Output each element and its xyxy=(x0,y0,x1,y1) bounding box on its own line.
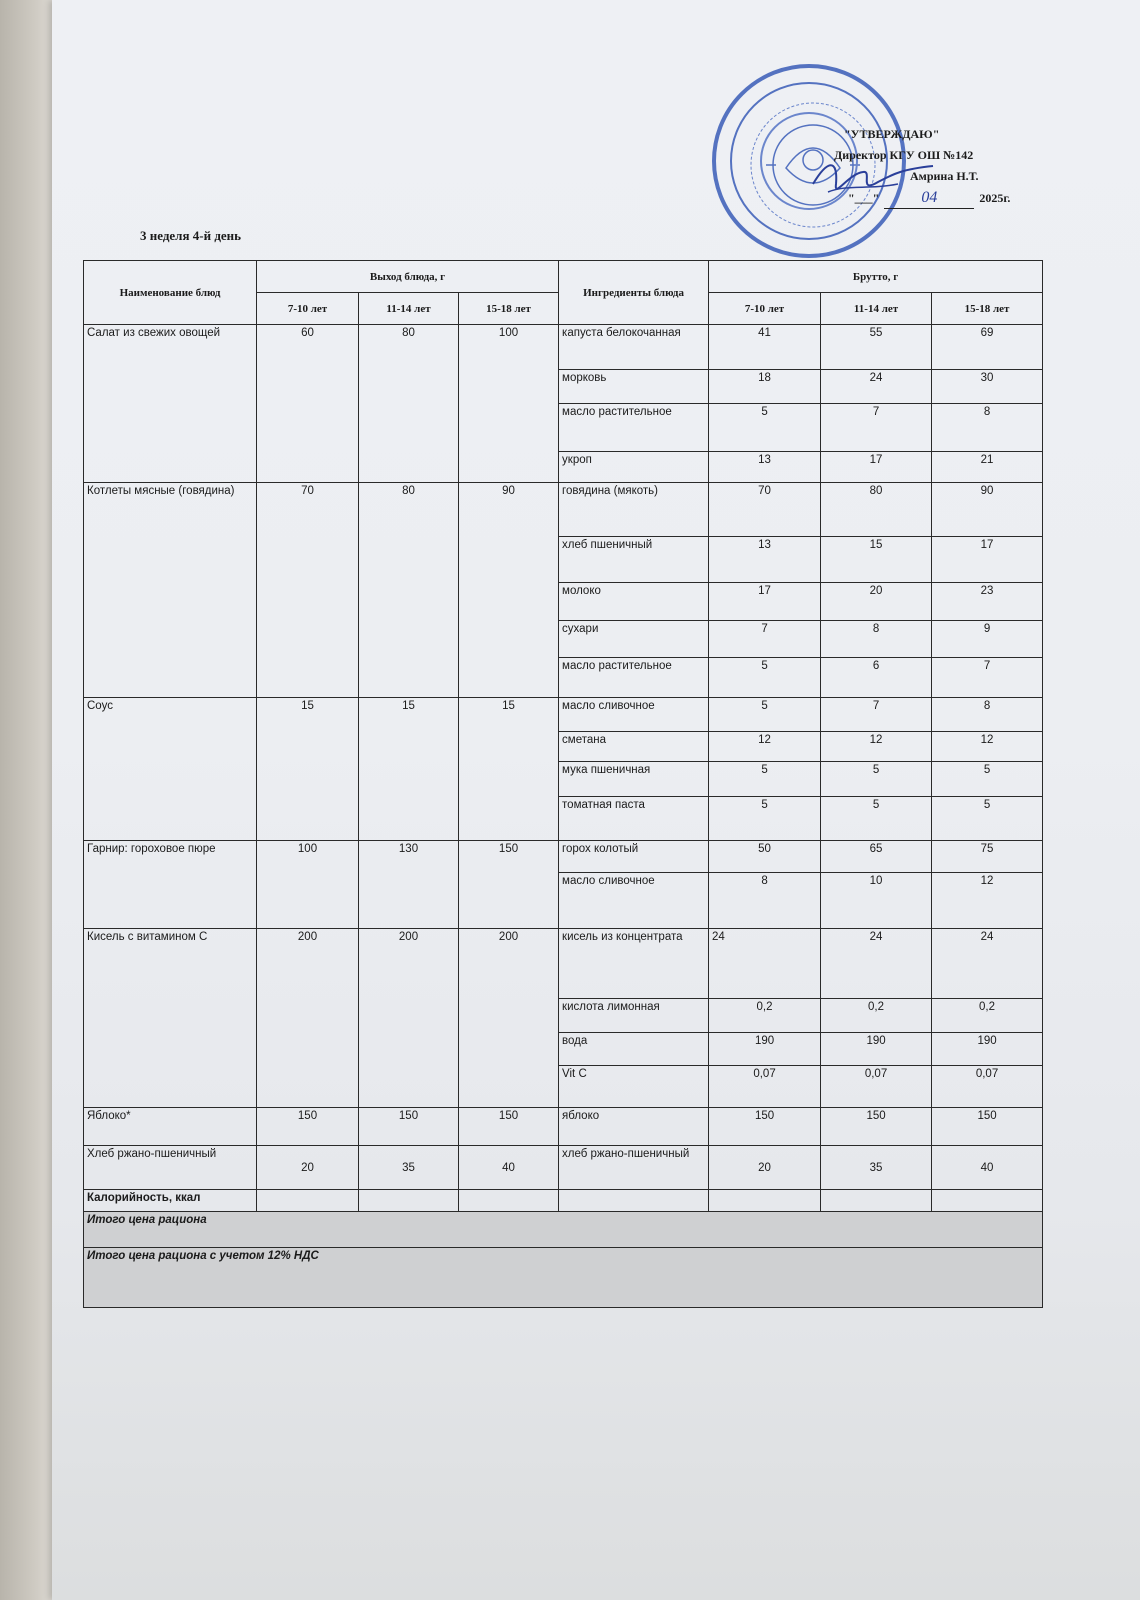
gross-value: 0,2 xyxy=(932,999,1043,1033)
dish-name: Соус xyxy=(84,698,257,841)
ingredient-name: укроп xyxy=(559,452,709,483)
ingredient-name: вода xyxy=(559,1033,709,1066)
table-row xyxy=(84,698,1043,732)
dish-output: 15 xyxy=(359,698,459,841)
dish-output: 130 xyxy=(359,841,459,929)
dish-output: 150 xyxy=(257,1108,359,1146)
approval-position: Директор КГУ ОШ №142 xyxy=(834,148,974,162)
gross-value: 5 xyxy=(709,762,821,797)
header-gross-age-11-14: 11-14 лет xyxy=(821,293,932,325)
table-row xyxy=(84,929,1043,999)
ingredient-name: сметана xyxy=(559,732,709,762)
table-row xyxy=(84,1108,1043,1146)
gross-value: 150 xyxy=(932,1108,1043,1146)
dish-output: 60 xyxy=(257,325,359,483)
gross-value: 5 xyxy=(821,797,932,841)
dish-name: Гарнир: гороховое пюре xyxy=(84,841,257,929)
dish-output: 200 xyxy=(257,929,359,1108)
gross-value: 24 xyxy=(821,929,932,999)
ingredient-name: масло растительное xyxy=(559,404,709,452)
empty-cell xyxy=(257,1190,359,1212)
ingredient-name: хлеб пшеничный xyxy=(559,537,709,583)
dish-output: 90 xyxy=(459,483,559,698)
ingredient-name: горох колотый xyxy=(559,841,709,873)
gross-value: 5 xyxy=(709,404,821,452)
gross-value: 8 xyxy=(932,404,1043,452)
dish-output: 100 xyxy=(459,325,559,483)
gross-value: 24 xyxy=(932,929,1043,999)
calories-label: Калорийность, ккал xyxy=(84,1190,257,1212)
gross-value: 12 xyxy=(709,732,821,762)
gross-value: 190 xyxy=(932,1033,1043,1066)
gross-value: 65 xyxy=(821,841,932,873)
dish-output: 150 xyxy=(359,1108,459,1146)
gross-value: 9 xyxy=(932,621,1043,658)
header-gross-age-15-18: 15-18 лет xyxy=(932,293,1043,325)
header-out-age-7-10: 7-10 лет xyxy=(257,293,359,325)
approval-date xyxy=(800,187,1030,209)
gross-value: 10 xyxy=(821,873,932,929)
empty-cell xyxy=(359,1190,459,1212)
header-output: Выход блюда, г xyxy=(257,261,559,293)
dish-output: 80 xyxy=(359,325,459,483)
gross-value: 15 xyxy=(821,537,932,583)
approval-date-month: 04 xyxy=(884,187,974,209)
total-price-label: Итого цена рациона xyxy=(84,1212,1043,1248)
gross-value: 17 xyxy=(932,537,1043,583)
ingredient-name: масло растительное xyxy=(559,658,709,698)
dish-name: Кисель с витамином С xyxy=(84,929,257,1108)
table-row xyxy=(84,325,1043,370)
ingredient-name: кислота лимонная xyxy=(559,999,709,1033)
gross-value: 12 xyxy=(821,732,932,762)
ingredient-name: Vit C xyxy=(559,1066,709,1108)
header-gross: Брутто, г xyxy=(709,261,1043,293)
table-row xyxy=(84,483,1043,537)
gross-value: 35 xyxy=(821,1146,932,1190)
total-row xyxy=(84,1212,1043,1248)
menu-table xyxy=(83,260,1043,1308)
gross-value: 70 xyxy=(709,483,821,537)
calories-row xyxy=(84,1190,1043,1212)
dish-output: 40 xyxy=(459,1146,559,1190)
dish-output: 70 xyxy=(257,483,359,698)
gross-value: 20 xyxy=(709,1146,821,1190)
total-vat-row xyxy=(84,1248,1043,1308)
approval-name: Амрина Н.Т. xyxy=(910,169,979,183)
gross-value: 23 xyxy=(932,583,1043,621)
dish-output: 80 xyxy=(359,483,459,698)
approval-date-day: "___" xyxy=(848,191,880,205)
header-out-age-15-18: 15-18 лет xyxy=(459,293,559,325)
gross-value: 0,2 xyxy=(709,999,821,1033)
gross-value: 150 xyxy=(821,1108,932,1146)
header-gross-age-7-10: 7-10 лет xyxy=(709,293,821,325)
gross-value: 24 xyxy=(821,370,932,404)
dish-output: 35 xyxy=(359,1146,459,1190)
gross-value: 150 xyxy=(709,1108,821,1146)
gross-value: 7 xyxy=(932,658,1043,698)
gross-value: 0,07 xyxy=(709,1066,821,1108)
dish-name: Салат из свежих овощей xyxy=(84,325,257,483)
header-out-age-11-14: 11-14 лет xyxy=(359,293,459,325)
empty-cell xyxy=(821,1190,932,1212)
ingredient-name: молоко xyxy=(559,583,709,621)
empty-cell xyxy=(932,1190,1043,1212)
gross-value: 21 xyxy=(932,452,1043,483)
empty-cell xyxy=(709,1190,821,1212)
dish-output: 200 xyxy=(359,929,459,1108)
dish-name: Яблоко* xyxy=(84,1108,257,1146)
dish-output: 200 xyxy=(459,929,559,1108)
gross-value: 5 xyxy=(709,698,821,732)
ingredient-name: томатная паста xyxy=(559,797,709,841)
table-row xyxy=(84,1146,1043,1190)
gross-value: 0,2 xyxy=(821,999,932,1033)
gross-value: 17 xyxy=(821,452,932,483)
ingredient-name: кисель из концентрата xyxy=(559,929,709,999)
dish-output: 100 xyxy=(257,841,359,929)
gross-value: 5 xyxy=(932,762,1043,797)
ingredient-name: мука пшеничная xyxy=(559,762,709,797)
approval-heading: "УТВЕРЖДАЮ" xyxy=(844,127,940,141)
gross-value: 8 xyxy=(821,621,932,658)
table-row xyxy=(84,841,1043,873)
ingredient-name: масло сливочное xyxy=(559,873,709,929)
gross-value: 5 xyxy=(709,658,821,698)
gross-value: 30 xyxy=(932,370,1043,404)
gross-value: 6 xyxy=(821,658,932,698)
dish-output: 15 xyxy=(459,698,559,841)
gross-value: 55 xyxy=(821,325,932,370)
gross-value: 41 xyxy=(709,325,821,370)
approval-block xyxy=(800,124,1030,209)
approval-date-year: 2025г. xyxy=(979,191,1011,205)
gross-value: 13 xyxy=(709,452,821,483)
total-price-vat-label: Итого цена рациона с учетом 12% НДС xyxy=(84,1248,1043,1308)
dish-output: 150 xyxy=(459,841,559,929)
dish-name: Хлеб ржано-пшеничный xyxy=(84,1146,257,1190)
gross-value: 75 xyxy=(932,841,1043,873)
ingredient-name: хлеб ржано-пшеничный xyxy=(559,1146,709,1190)
gross-value: 5 xyxy=(709,797,821,841)
gross-value: 69 xyxy=(932,325,1043,370)
gross-value: 8 xyxy=(932,698,1043,732)
empty-cell xyxy=(559,1190,709,1212)
dish-output: 150 xyxy=(459,1108,559,1146)
gross-value: 50 xyxy=(709,841,821,873)
ingredient-name: масло сливочное xyxy=(559,698,709,732)
gross-value: 190 xyxy=(821,1033,932,1066)
gross-value: 5 xyxy=(821,762,932,797)
gross-value: 0,07 xyxy=(821,1066,932,1108)
gross-value: 13 xyxy=(709,537,821,583)
dish-name: Котлеты мясные (говядина) xyxy=(84,483,257,698)
dish-output: 15 xyxy=(257,698,359,841)
dish-output: 20 xyxy=(257,1146,359,1190)
header-dish-name: Наименование блюд xyxy=(84,261,257,325)
gross-value: 7 xyxy=(709,621,821,658)
gross-value: 12 xyxy=(932,732,1043,762)
gross-value: 7 xyxy=(821,404,932,452)
gross-value: 40 xyxy=(932,1146,1043,1190)
gross-value: 80 xyxy=(821,483,932,537)
gross-value: 12 xyxy=(932,873,1043,929)
desk-background xyxy=(0,0,60,1600)
page-title: 3 неделя 4-й день xyxy=(140,228,242,243)
ingredient-name: капуста белокочанная xyxy=(559,325,709,370)
gross-value: 5 xyxy=(932,797,1043,841)
gross-value: 17 xyxy=(709,583,821,621)
ingredient-name: говядина (мякоть) xyxy=(559,483,709,537)
gross-value: 20 xyxy=(821,583,932,621)
gross-value: 90 xyxy=(932,483,1043,537)
gross-value: 7 xyxy=(821,698,932,732)
gross-value: 24 xyxy=(709,929,821,999)
ingredient-name: морковь xyxy=(559,370,709,404)
gross-value: 190 xyxy=(709,1033,821,1066)
header-ingredients: Ингредиенты блюда xyxy=(559,261,709,325)
ingredient-name: сухари xyxy=(559,621,709,658)
ingredient-name: яблоко xyxy=(559,1108,709,1146)
gross-value: 8 xyxy=(709,873,821,929)
empty-cell xyxy=(459,1190,559,1212)
gross-value: 18 xyxy=(709,370,821,404)
gross-value: 0,07 xyxy=(932,1066,1043,1108)
